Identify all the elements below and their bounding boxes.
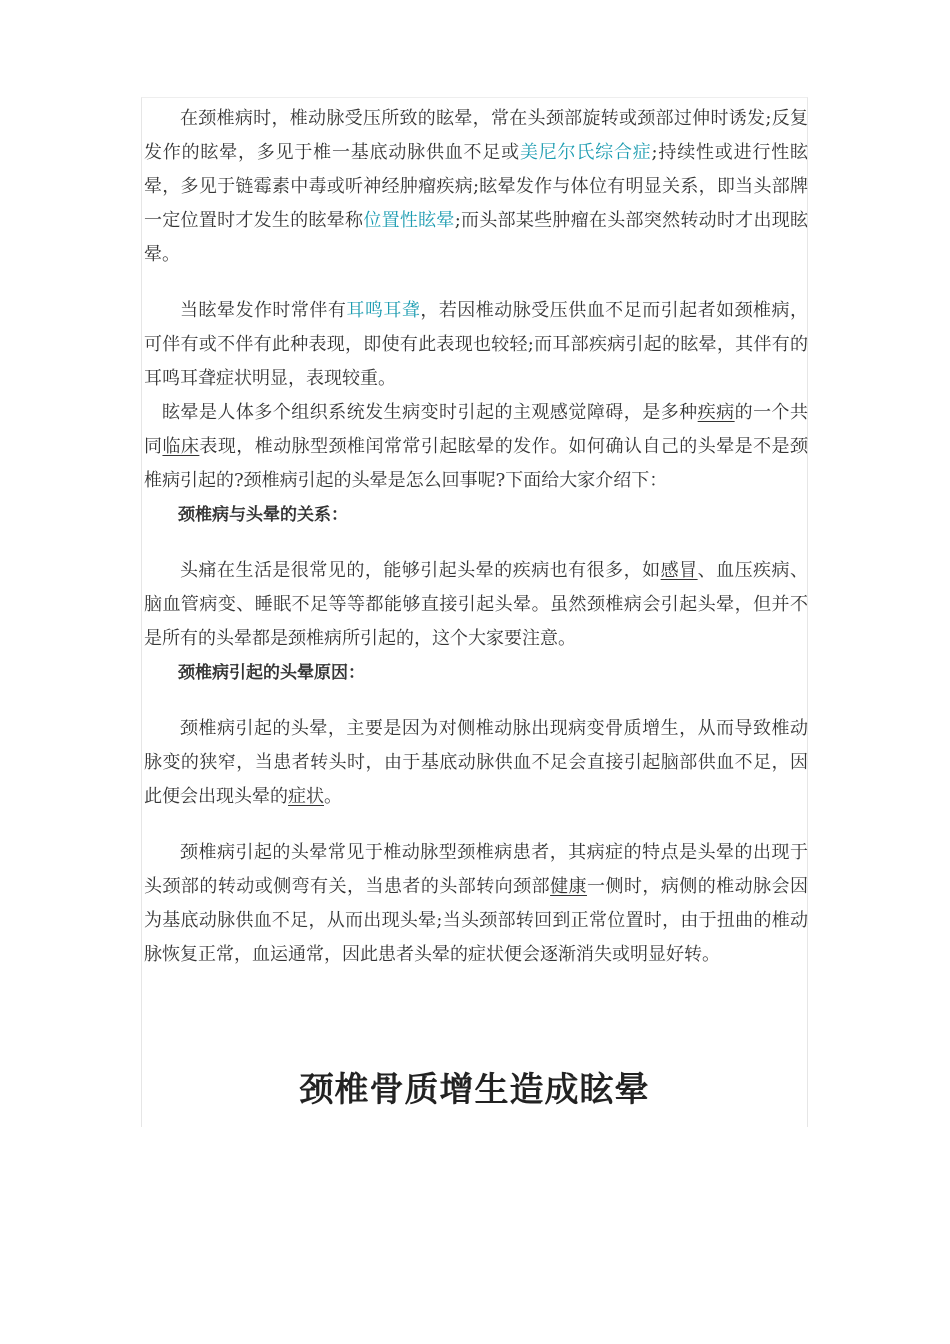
link-disease[interactable]: 疾病 xyxy=(697,402,735,423)
paragraph-text: 。 xyxy=(324,786,342,807)
paragraph-3 xyxy=(144,396,808,498)
link-positional-vertigo[interactable]: 位置性眩晕 xyxy=(363,210,455,231)
paragraph-text: 表现，椎动脉型颈椎闰常常引起眩晕的发作。如何确认自己的头晕是不是颈椎病引起的?颈椎病引起的头晕是怎么回事呢?下面给大家介绍下： xyxy=(144,436,809,491)
paragraph-text: ，若因椎动脉受压供血不足而引起者如颈椎病，可伴有或不伴有此种表现，即使有此表现也较轻;而耳部疾病引起的眩晕，其伴有的耳鸣耳聋症状明显，表现较重。 xyxy=(144,300,809,389)
link-symptoms[interactable]: 症状 xyxy=(288,786,324,807)
paragraph-text: 眩晕是人体多个组织系统发生病变时引起的主观感觉障碍，是多种 xyxy=(162,402,698,423)
paragraph-text: 当眩晕发作时常伴有 xyxy=(180,300,347,321)
paragraph-text: 、血压疾病、脑血管病变、睡眠不足等等都能够直接引起头晕。虽然颈椎病会引起头晕，但并不是所有的头晕都是颈椎病所引起的，这个大家要注意。 xyxy=(144,560,809,649)
paragraph-text: ;而头部某些肿瘤在头部突然转动时才出现眩晕。 xyxy=(144,210,809,265)
paragraph-text: 颈椎病引起的头晕常见于椎动脉型颈椎病患者，其病症的特点是头晕的出现于头颈部的转动或侧弯有关，当患者的头部转向颈部 xyxy=(144,842,808,897)
paragraph-6 xyxy=(144,836,808,972)
paragraph-text: 一侧时，病侧的椎动脉会因为基底动脉供血不足，从而出现头晕;当头颈部转回到正常位置时，由于扭曲的椎动脉恢复正常，血运通常，因此患者头晕的症状便会逐渐消失或明显好转。 xyxy=(144,876,809,965)
link-meniere-syndrome[interactable]: 美尼尔氏综合症 xyxy=(519,142,652,163)
section-heading-causes: 颈椎病引起的头晕原因： xyxy=(178,663,365,683)
link-health[interactable]: 健康 xyxy=(550,876,587,897)
paragraph-2 xyxy=(144,294,808,396)
section-title: 颈椎骨质增生造成眩晕 xyxy=(299,1070,650,1110)
paragraph-text: 头痛在生活是很常见的，能够引起头晕的疾病也有很多，如 xyxy=(180,560,661,581)
paragraph-text: 颈椎病引起的头晕，主要是因为对侧椎动脉出现病变骨质增生，从而导致椎动脉变的狭窄，当患者转头时，由于基底动脉供血不足会直接引起脑部供血不足，因此便会出现头晕的 xyxy=(144,718,808,807)
link-tinnitus-deafness[interactable]: 耳鸣耳聋 xyxy=(346,300,421,321)
link-cold[interactable]: 感冒 xyxy=(660,560,698,581)
paragraph-text: ;持续性或进行性眩晕，多见于链霉素中毒或听神经肿瘤疾病;眩晕发作与体位有明显关系，即当头部牌一定位置时才发生的眩晕称 xyxy=(144,142,808,231)
paragraph-5 xyxy=(144,712,808,814)
paragraph-text: 在颈椎病时，椎动脉受压所致的眩晕，常在头颈部旋转或颈部过伸时诱发;反复发作的眩晕，多见于椎一基底动脉供血不足或 xyxy=(144,108,808,163)
paragraph-4 xyxy=(144,554,808,656)
article-body xyxy=(144,102,808,972)
link-clinical[interactable]: 临床 xyxy=(162,436,200,457)
paragraph-1 xyxy=(144,102,808,272)
paragraph-text: 的一个共同 xyxy=(144,402,809,457)
section-heading-relation: 颈椎病与头晕的关系： xyxy=(178,505,348,525)
